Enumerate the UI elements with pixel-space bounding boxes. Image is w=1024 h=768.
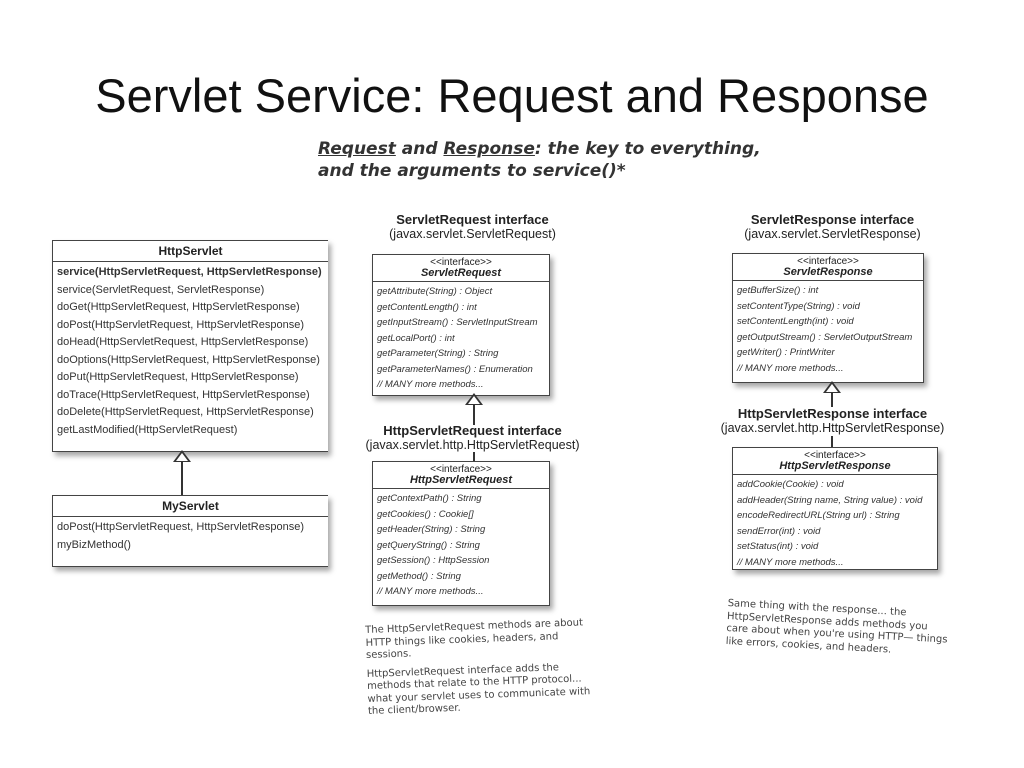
method-item: getLastModified(HttpServletRequest) (57, 423, 238, 436)
method-item: getSession() : HttpSession (377, 555, 490, 566)
subtitle-and: and (395, 139, 444, 159)
class-name: MyServlet (53, 496, 328, 517)
method-item: doPut(HttpServletRequest, HttpServletResponse) (57, 371, 299, 383)
method-item: getHeader(String) : String (377, 524, 486, 535)
method-item: getAttribute(String) : Object (377, 286, 493, 297)
method-item: service(HttpServletRequest, HttpServletResponse) (57, 266, 322, 278)
method-item: getParameter(String) : String (377, 348, 499, 359)
inheritance-line (473, 405, 475, 425)
http-servlet-request-heading (340, 424, 605, 452)
my-servlet-class (52, 495, 328, 567)
method-item: // MANY more methods... (737, 556, 844, 568)
http-servlet-response-interface (732, 447, 938, 570)
http-servlet-response-heading (700, 407, 965, 435)
method-item: getContentLength() : int (377, 301, 477, 313)
interface-header (373, 462, 549, 489)
method-list (53, 262, 328, 441)
method-list (373, 489, 549, 602)
note-response: Same thing with the response... the HttpServletResponse adds methods you care about when you're using HTTP— things like errors, cookies, and headers. (725, 598, 948, 656)
method-list (733, 475, 937, 572)
servlet-request-interface (372, 254, 550, 396)
interface-header (733, 254, 923, 281)
method-item: setStatus(int) : void (737, 541, 819, 552)
response-notes (725, 598, 950, 666)
interface-name: HttpServletResponse (779, 460, 891, 472)
method-item: getMethod() : String (377, 570, 461, 582)
method-item: service(ServletRequest, ServletResponse) (57, 283, 265, 296)
method-item: getParameterNames() : Enumeration (377, 363, 533, 375)
method-item: getWriter() : PrintWriter (737, 347, 835, 358)
inheritance-line (181, 462, 183, 496)
servlet-response-heading (700, 213, 965, 241)
interface-header (733, 448, 937, 475)
stereotype: <<interface>> (797, 256, 859, 267)
package-text: (javax.servlet.http.HttpServletResponse) (720, 421, 945, 435)
inheritance-arrow-icon (173, 450, 191, 462)
inheritance-arrow-icon (465, 393, 483, 405)
interface-name: ServletRequest (420, 267, 502, 279)
method-item: setContentLength(int) : void (737, 316, 854, 327)
method-item: getQueryString() : String (377, 539, 480, 551)
method-item: getBufferSize() : int (737, 285, 819, 296)
subtitle-response: Response (443, 139, 535, 159)
method-item: doDelete(HttpServletRequest, HttpServletResponse) (57, 406, 314, 418)
diagram-subtitle (318, 138, 761, 182)
method-item: doHead(HttpServletRequest, HttpServletResponse) (57, 336, 309, 348)
method-item: getInputStream() : ServletInputStream (377, 317, 538, 328)
note-request-interface: HttpServletRequest interface adds the methods that relate to the HTTP protocol... what your servlet uses to communicate with the client/browser. (366, 661, 591, 717)
servlet-response-interface (732, 253, 924, 383)
http-servlet-request-interface (372, 461, 550, 606)
method-list (373, 282, 549, 395)
inheritance-line (831, 436, 833, 447)
method-item: addCookie(Cookie) : void (737, 479, 844, 490)
interface-name: HttpServletRequest (409, 474, 513, 486)
method-item: sendError(int) : void (737, 525, 821, 537)
method-item: // MANY more methods... (737, 362, 844, 374)
method-item: // MANY more methods... (377, 586, 484, 597)
interface-name: ServletResponse (783, 266, 873, 278)
heading-text: ServletRequest interface (396, 212, 549, 227)
package-text: (javax.servlet.http.HttpServletRequest) (365, 438, 580, 452)
method-item: addHeader(String name, String value) : void (737, 494, 923, 506)
method-item: getContextPath() : String (377, 493, 482, 504)
inheritance-arrow-icon (823, 381, 841, 393)
package-text: (javax.servlet.ServletResponse) (744, 227, 921, 241)
stereotype: <<interface>> (430, 257, 492, 268)
request-notes (365, 617, 593, 724)
method-item: doTrace(HttpServletRequest, HttpServletResponse) (57, 388, 310, 401)
method-item: myBizMethod() (57, 538, 131, 551)
class-name: HttpServlet (53, 241, 328, 262)
method-item: getCookies() : Cookie[] (377, 508, 474, 520)
method-item: doGet(HttpServletRequest, HttpServletResponse) (57, 301, 300, 313)
subtitle-request: Request (318, 139, 396, 159)
heading-text: ServletResponse interface (750, 212, 915, 227)
method-item: doPost(HttpServletRequest, HttpServletResponse) (57, 318, 305, 331)
method-item: // MANY more methods... (377, 379, 484, 390)
method-list (53, 517, 328, 556)
slide-title: Servlet Service: Request and Response (95, 69, 929, 122)
stereotype: <<interface>> (804, 450, 866, 461)
heading-text: HttpServletRequest interface (383, 423, 562, 438)
method-item: getOutputStream() : ServletOutputStream (737, 331, 913, 343)
subtitle-rest: : the key to everything, (534, 139, 761, 159)
note-request-methods: The HttpServletRequest methods are about HTTP things like cookies, headers, and sessions. (365, 617, 584, 661)
heading-text: HttpServletResponse interface (737, 406, 928, 421)
http-servlet-class (52, 240, 328, 452)
method-list (733, 281, 923, 378)
method-item: doOptions(HttpServletRequest, HttpServletResponse) (57, 353, 320, 366)
method-item: encodeRedirectURL(String url) : String (737, 510, 900, 521)
stereotype: <<interface>> (430, 464, 492, 475)
method-item: setContentType(String) : void (737, 300, 860, 312)
servlet-request-heading (340, 213, 605, 241)
method-item: doPost(HttpServletRequest, HttpServletResponse) (57, 521, 305, 533)
interface-header (373, 255, 549, 282)
subtitle-line2: and the arguments to service()* (318, 161, 626, 181)
inheritance-line (831, 393, 833, 407)
method-item: getLocalPort() : int (377, 332, 455, 344)
package-text: (javax.servlet.ServletRequest) (389, 227, 556, 241)
